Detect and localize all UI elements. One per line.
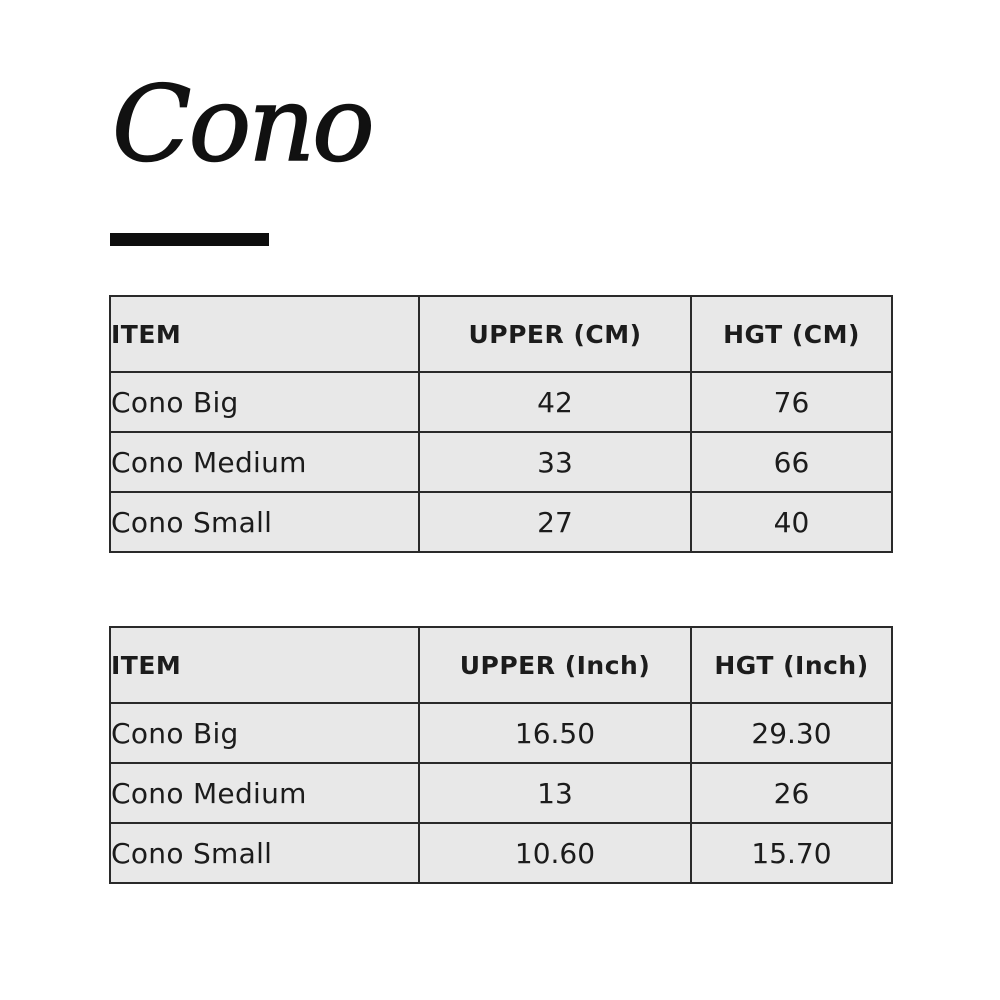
- hgt-cell: 66: [691, 432, 892, 492]
- column-header-item: ITEM: [110, 296, 419, 372]
- table-row: [110, 703, 892, 763]
- table-row: [110, 823, 892, 883]
- item-cell: Cono Big: [110, 703, 419, 763]
- column-header-upper: UPPER (Inch): [419, 627, 691, 703]
- upper-cell: 13: [419, 763, 691, 823]
- page-title: Cono: [112, 63, 372, 185]
- table-row: [110, 492, 892, 552]
- upper-cell: 27: [419, 492, 691, 552]
- column-header-hgt: HGT (Inch): [691, 627, 892, 703]
- column-header-hgt: HGT (CM): [691, 296, 892, 372]
- hgt-cell: 15.70: [691, 823, 892, 883]
- table-row: [110, 763, 892, 823]
- upper-cell: 16.50: [419, 703, 691, 763]
- item-cell: Cono Medium: [110, 763, 419, 823]
- hgt-cell: 26: [691, 763, 892, 823]
- item-cell: Cono Small: [110, 492, 419, 552]
- title-underline: [110, 233, 269, 246]
- hgt-cell: 76: [691, 372, 892, 432]
- item-cell: Cono Small: [110, 823, 419, 883]
- hgt-cell: 29.30: [691, 703, 892, 763]
- table-header-row: [110, 296, 892, 372]
- upper-cell: 33: [419, 432, 691, 492]
- item-cell: Cono Big: [110, 372, 419, 432]
- table-header-row: [110, 627, 892, 703]
- hgt-cell: 40: [691, 492, 892, 552]
- column-header-item: ITEM: [110, 627, 419, 703]
- size-table-cm: [109, 295, 893, 553]
- column-header-upper: UPPER (CM): [419, 296, 691, 372]
- item-cell: Cono Medium: [110, 432, 419, 492]
- upper-cell: 42: [419, 372, 691, 432]
- upper-cell: 10.60: [419, 823, 691, 883]
- size-table-inch: [109, 626, 893, 884]
- table-row: [110, 372, 892, 432]
- table-row: [110, 432, 892, 492]
